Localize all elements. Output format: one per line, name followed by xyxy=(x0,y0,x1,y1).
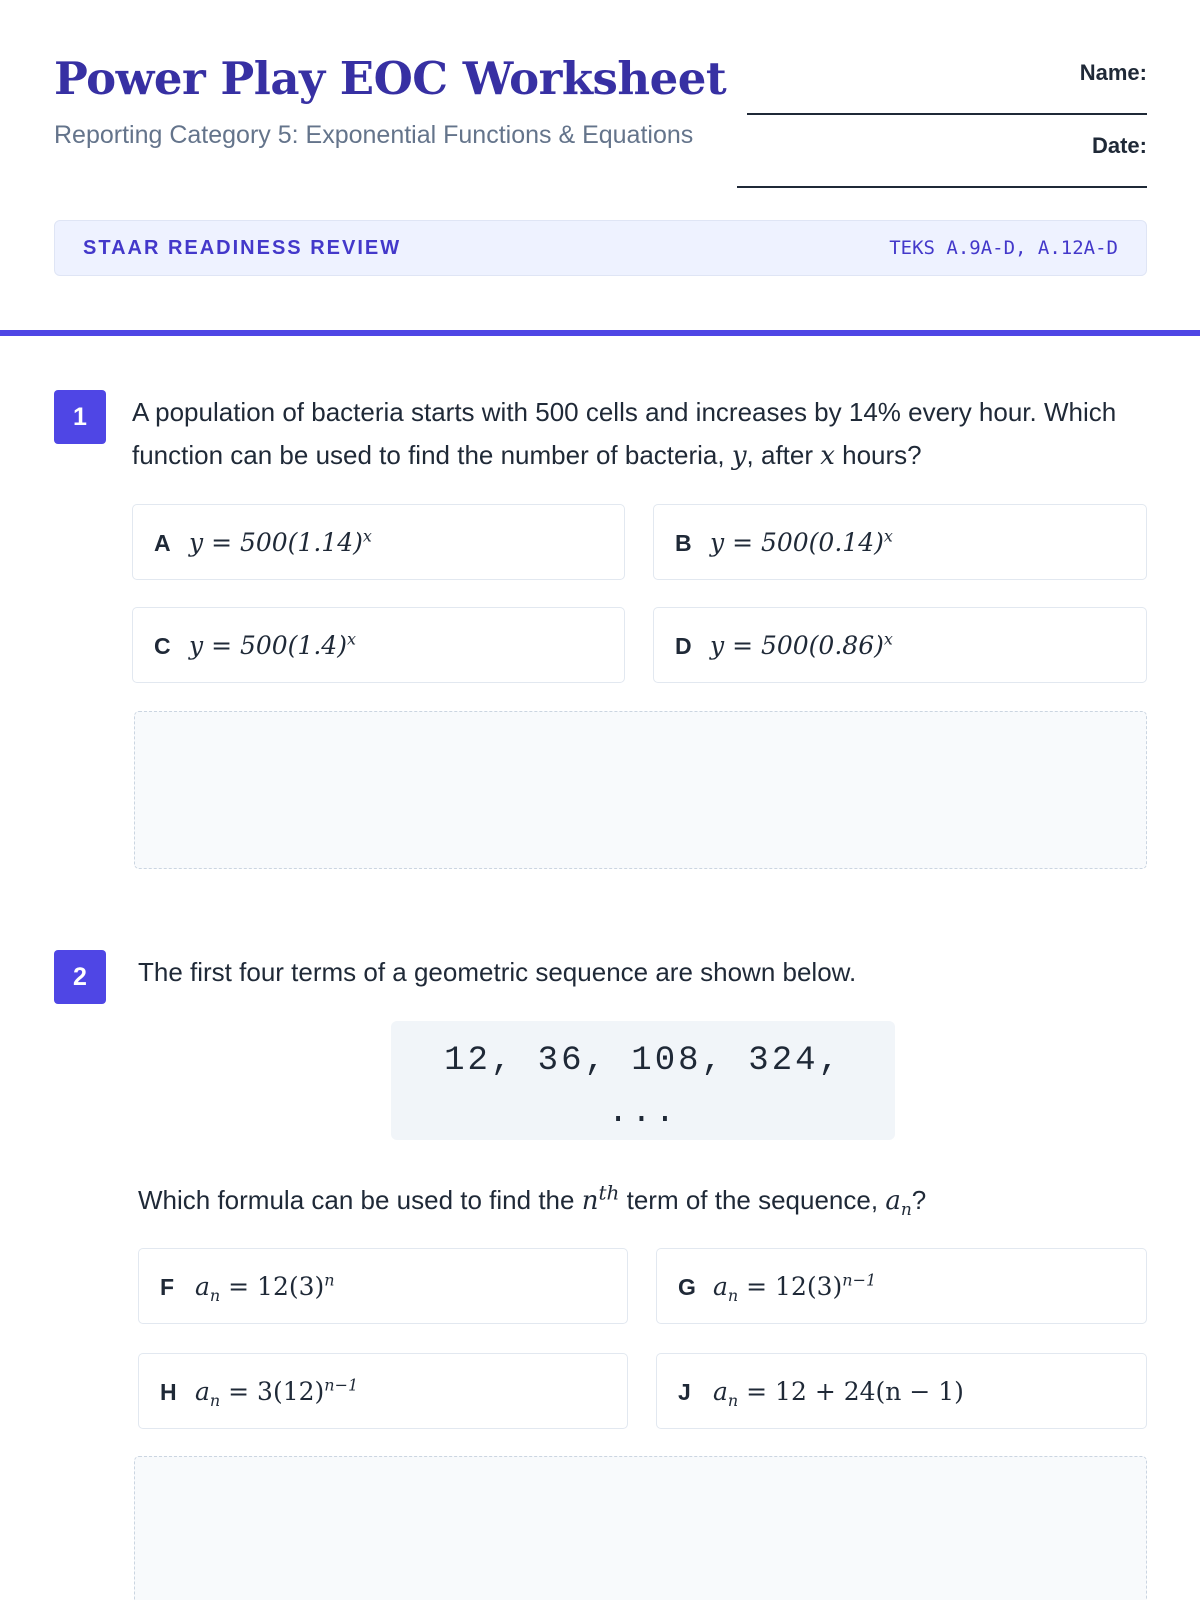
choice-exponent: x xyxy=(883,629,893,649)
answer-choice-c[interactable] xyxy=(132,607,625,683)
choice-letter: F xyxy=(160,1274,175,1300)
choice-letter: B xyxy=(675,530,692,556)
choice-lhs: a xyxy=(713,1272,728,1301)
page-title: Power Play EOC Worksheet xyxy=(54,52,727,105)
choice-exponent: x xyxy=(362,526,372,546)
name-label: Name: xyxy=(1079,60,1147,85)
readiness-banner xyxy=(54,220,1147,276)
choice-rhs: = 3(12) xyxy=(220,1377,325,1406)
variable-a: a xyxy=(885,1186,901,1216)
choice-letter: H xyxy=(160,1379,177,1405)
choice-lhs: a xyxy=(195,1272,210,1301)
answer-choice-b[interactable] xyxy=(653,504,1147,580)
subscript-n: n xyxy=(900,1200,912,1221)
section-divider xyxy=(0,330,1200,336)
choice-subscript: n xyxy=(209,1286,221,1305)
choice-letter: G xyxy=(678,1274,696,1300)
variable-y: y xyxy=(731,441,747,471)
choice-exponent: n−1 xyxy=(842,1270,877,1290)
choice-subscript: n xyxy=(209,1391,221,1410)
name-field[interactable] xyxy=(727,58,1147,131)
choice-exponent: x xyxy=(883,526,893,546)
prompt-part: term of the sequence, xyxy=(619,1185,886,1215)
choice-subscript: n xyxy=(727,1286,739,1305)
choice-base: y = 500(1.4) xyxy=(189,631,347,660)
choice-base: y = 500(1.14) xyxy=(189,528,363,557)
answer-choice-f[interactable] xyxy=(138,1248,628,1324)
question-text xyxy=(132,391,1152,478)
choice-expression xyxy=(189,505,372,581)
choice-exponent: n−1 xyxy=(324,1375,359,1395)
banner-category: STAAR READINESS REVIEW xyxy=(83,237,402,259)
answer-choice-h[interactable] xyxy=(138,1353,628,1429)
question-prompt xyxy=(138,1179,1138,1223)
choice-lhs: a xyxy=(713,1377,728,1406)
choice-letter: C xyxy=(154,633,171,659)
student-fields xyxy=(727,58,1147,204)
work-area[interactable] xyxy=(134,711,1147,869)
choice-expression xyxy=(189,608,356,684)
answer-choice-g[interactable] xyxy=(656,1248,1147,1324)
sequence-terms: 12, 36, 108, 324, ... xyxy=(444,1042,842,1132)
page-subtitle: Reporting Category 5: Exponential Functions & Equations xyxy=(54,121,694,149)
question-text-part: hours? xyxy=(834,440,922,470)
prompt-part: Which formula can be used to find the xyxy=(138,1185,582,1215)
sequence-display xyxy=(391,1021,895,1140)
answer-choice-a[interactable] xyxy=(132,504,625,580)
answer-choice-j[interactable] xyxy=(656,1353,1147,1429)
answer-choice-d[interactable] xyxy=(653,607,1147,683)
choice-expression xyxy=(710,608,893,684)
choice-base: y = 500(0.14) xyxy=(710,528,884,557)
choice-letter: D xyxy=(675,633,692,659)
variable-n: n xyxy=(581,1186,599,1216)
choice-lhs: a xyxy=(195,1377,210,1406)
choice-expression xyxy=(195,1354,358,1430)
worksheet-header xyxy=(54,52,1147,192)
name-line[interactable] xyxy=(747,113,1147,115)
choice-expression xyxy=(195,1249,335,1325)
choice-letter: A xyxy=(154,530,171,556)
choice-base: y = 500(0.86) xyxy=(710,631,884,660)
date-line[interactable] xyxy=(737,186,1147,188)
question-number-badge: 2 xyxy=(54,950,106,1004)
question-text-part: , after xyxy=(746,440,821,470)
question-text-part: A population of bacteria starts with 500 cells and increases by 14% every hour. Which function can be used to find the number of bacteria, xyxy=(132,397,1117,470)
choice-rhs: = 12 + 24(n − 1) xyxy=(738,1377,964,1406)
work-area[interactable] xyxy=(134,1456,1147,1600)
choice-expression xyxy=(713,1249,876,1325)
question-number-badge: 1 xyxy=(54,390,106,444)
date-field[interactable] xyxy=(727,131,1147,204)
variable-x: x xyxy=(820,441,835,471)
choice-rhs: = 12(3) xyxy=(738,1272,843,1301)
choice-exponent: x xyxy=(346,629,356,649)
banner-teks: TEKS A.9A-D, A.12A-D xyxy=(889,237,1118,259)
choice-expression xyxy=(713,1354,964,1430)
choice-rhs: = 12(3) xyxy=(220,1272,325,1301)
choice-letter: J xyxy=(678,1379,691,1405)
question-text: The first four terms of a geometric sequence are shown below. xyxy=(138,957,857,987)
choice-exponent: n xyxy=(324,1270,335,1290)
prompt-part: ? xyxy=(911,1185,927,1215)
superscript-th: th xyxy=(598,1180,620,1205)
date-label: Date: xyxy=(1091,133,1147,158)
choice-expression xyxy=(710,505,893,581)
choice-subscript: n xyxy=(727,1391,739,1410)
